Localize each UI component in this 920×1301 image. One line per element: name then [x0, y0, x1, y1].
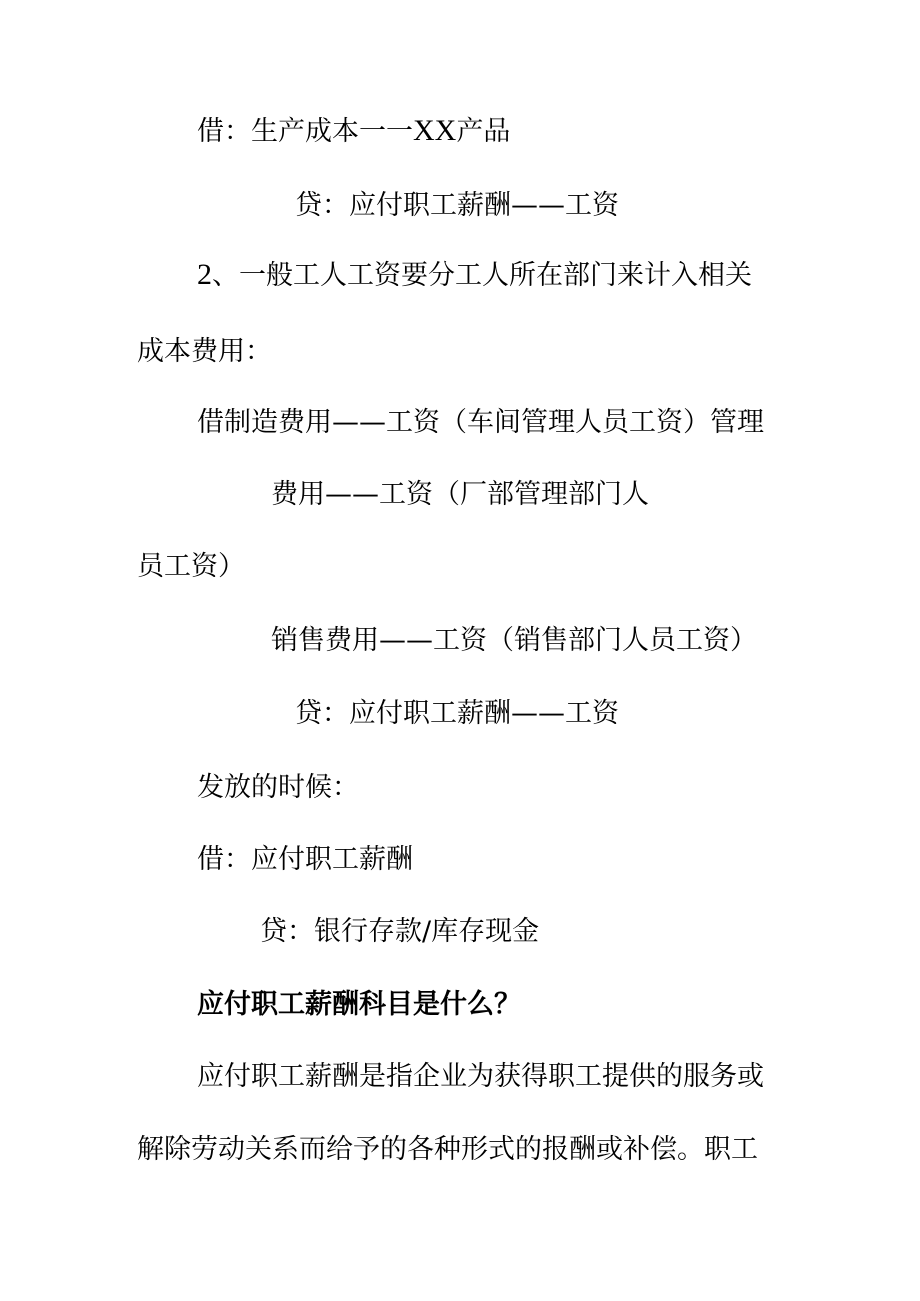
journal-entry-credit-bank: 贷：银行存款/库存现金 [260, 916, 540, 947]
journal-entry-debit-overhead: 借制造费用——工资（车间管理人员工资）管理 [197, 407, 764, 438]
journal-entry-selling-expense: 销售费用——工资（销售部门人员工资） [271, 625, 757, 656]
list-item-number: 2 [197, 258, 212, 291]
journal-entry-admin-expense: 费用——工资（厂部管理部门人 [271, 479, 649, 510]
debit-production-suffix: 产品 [456, 116, 511, 147]
definition-paragraph-line-1: 应付职工薪酬是指企业为获得职工提供的服务或 [197, 1061, 764, 1092]
debit-production-prefix: 借：生产成本一一 [197, 116, 413, 147]
section-heading: 应付职工薪酬科目是什么？ [197, 989, 521, 1020]
list-item-2 [197, 258, 752, 293]
journal-entry-admin-expense-continuation: 员工资） [137, 551, 245, 582]
list-item-text: 、一般工人工资要分工人所在部门来计入相关 [212, 260, 752, 291]
journal-entry-credit-payable-2: 贷：应付职工薪酬——工资 [295, 698, 619, 729]
journal-entry-debit-payable: 借：应付职工薪酬 [197, 844, 413, 875]
product-code: XX [413, 114, 457, 147]
definition-paragraph-line-2: 解除劳动关系而给予的各种形式的报酬或补偿。职工 [137, 1134, 758, 1165]
payout-heading: 发放的时候： [197, 772, 359, 803]
list-item-2-continuation: 成本费用： [137, 336, 272, 367]
journal-entry-debit-production [197, 114, 510, 149]
journal-entry-credit-payable: 贷：应付职工薪酬——工资 [295, 190, 619, 221]
